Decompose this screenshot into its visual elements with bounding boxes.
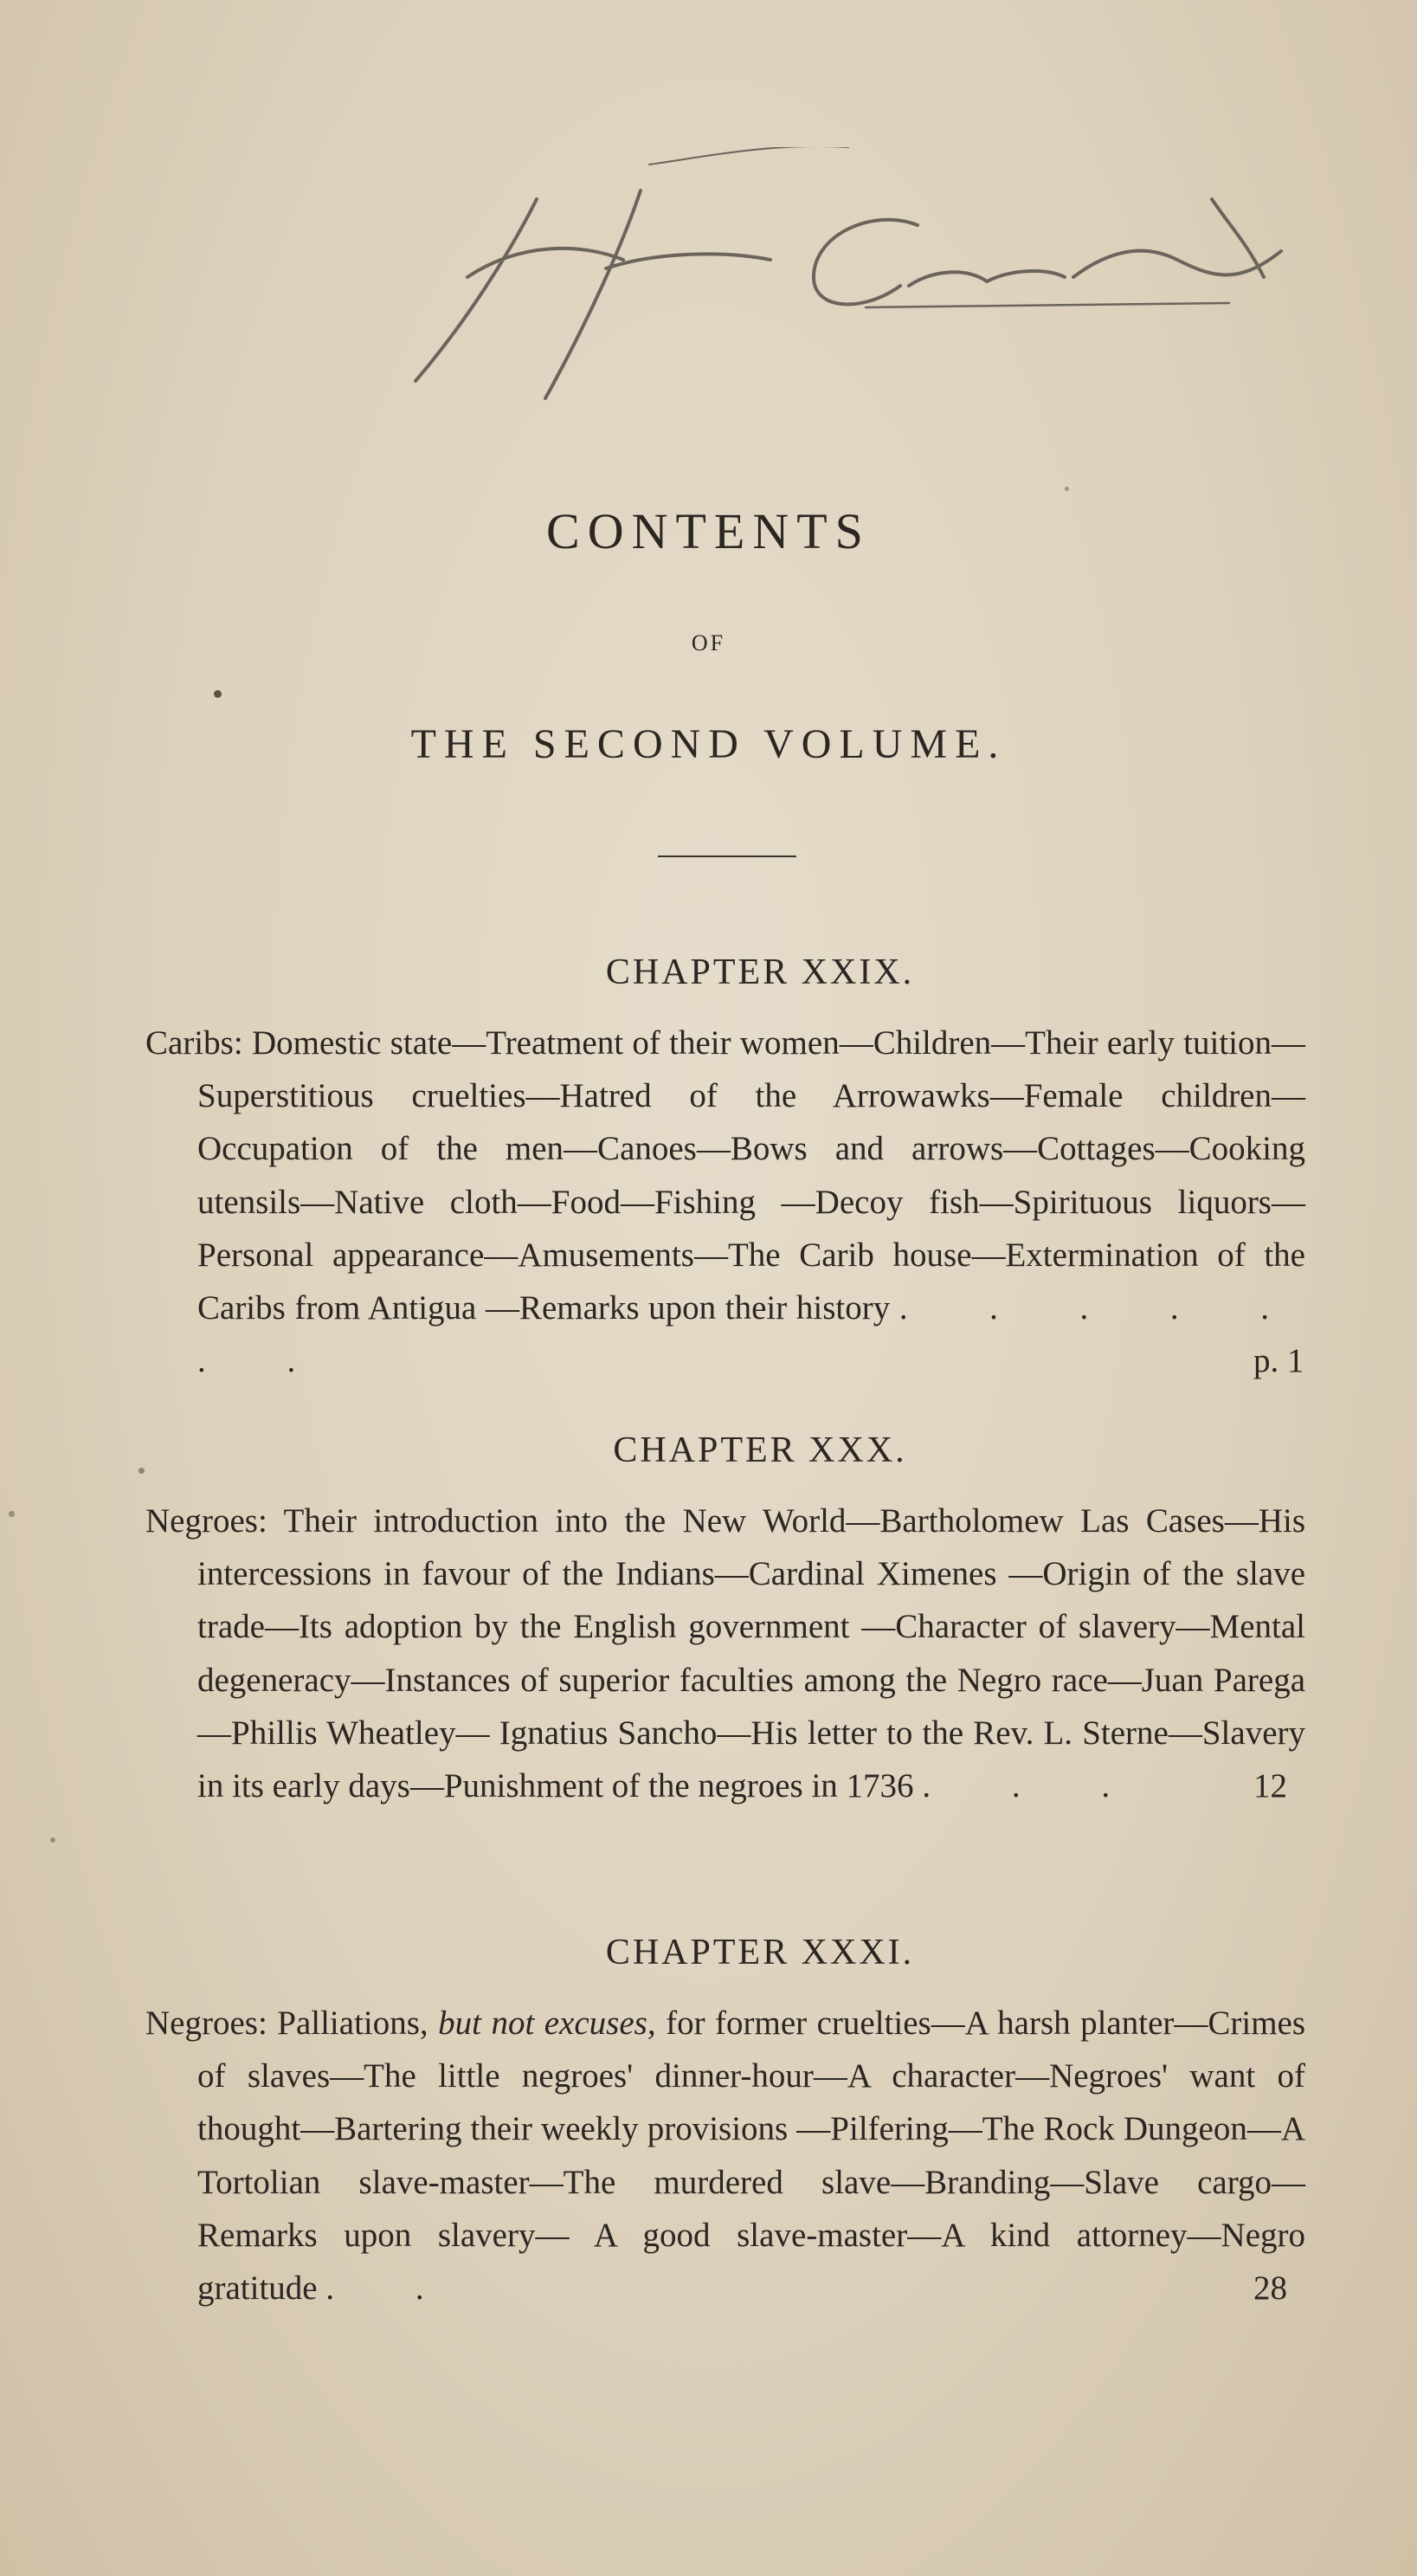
contents-title: CONTENTS	[546, 503, 871, 559]
of-line: OF	[691, 630, 726, 655]
chapter-xxix	[145, 951, 1305, 1387]
paper-speck	[138, 1468, 145, 1474]
paper-speck	[1065, 487, 1069, 491]
chapter-text: Their introduction into the New World—Bartholomew Las Cases—His intercessions in favour of the Indians—Cardinal Ximenes —Origin of the slave trade—Its adoption by the English government —Character of slavery—Mental degeneracy—Instances of superior faculties among the Negro race—Juan Parega—Phillis Wheatley— Ignatius Sancho—His letter to the Rev. L. Sterne—Slavery in its early days—Punishment of the negroes in 1736	[197, 1502, 1306, 1805]
dot-leaders: . .	[325, 2269, 461, 2308]
handwritten-signature	[364, 147, 1316, 442]
chapter-subject: Negroes:	[145, 2005, 267, 2042]
volume-title: THE SECOND VOLUME.	[410, 721, 1007, 767]
chapter-heading: CHAPTER XXIX.	[605, 952, 915, 992]
chapter-xxx	[145, 1429, 1305, 1812]
dot-leaders: . . .	[922, 1767, 1147, 1805]
dot-leaders: . . . . . . .	[197, 1289, 1305, 1380]
chapter-summary: Negroes: Palliations, but not excuses, for former cruelties—A harsh planter—Crimes of slaves—The little negroes' dinner-hour—A character—Negroes' want of thought—Bartering their weekly provisions —Pilfering—The Rock Dungeon—A Tortolian slave-master—The murdered slave—Branding—Slave cargo—Remarks upon slavery— A good slave-master—A kind attorney—Negro gratitude . . 28	[145, 2005, 1306, 2308]
chapter-summary: Negroes: Their introduction into the New World—Bartholomew Las Cases—His intercessions in favour of the Indians—Cardinal Ximenes —Origin of the slave trade—Its adoption by the English government —Character of slavery—Mental degeneracy—Instances of superior faculties among the Negro race—Juan Parega—Phillis Wheatley— Ignatius Sancho—His letter to the Rev. L. Sterne—Slavery in its early days—Punishment of the negroes in 1736 . . . 12	[145, 1502, 1306, 1805]
chapter-text-lead: Palliations,	[277, 2005, 428, 2042]
chapter-summary: Caribs: Domestic state—Treatment of their women—Children—Their early tuition—Superstitious cruelties—Hatred of the Arrowawks—Female children—Occupation of the men—Canoes—Bows and arrows—Cottages—Cooking utensils—Native cloth—Food—Fishing —Decoy fish—Spirituous liquors—Personal appearance—Amusements—The Carib house—Extermination of the Caribs from Antigua —Remarks upon their history . . . . . . . p. 1	[145, 1024, 1305, 1380]
chapter-text: for former cruelties—A harsh planter—Crimes of slaves—The little negroes' dinner-hour—A character—Negroes' want of thought—Bartering their weekly provisions —Pilfering—The Rock Dungeon—A Tortolian slave-master—The murdered slave—Branding—Slave cargo—Remarks upon slavery— A good slave-master—A kind attorney—Negro gratitude	[197, 2005, 1306, 2308]
chapter-text-italic: but not excuses,	[438, 2005, 656, 2042]
chapter-text: Domestic state—Treatment of their women—Children—Their early tuition—Superstitious cruelties—Hatred of the Arrowawks—Female children—Occupation of the men—Canoes—Bows and arrows—Cottages—Cooking utensils—Native cloth—Food—Fishing —Decoy fish—Spirituous liquors—Personal appearance—Amusements—The Carib house—Extermination of the Caribs from Antigua —Remarks upon their history	[197, 1024, 1305, 1327]
title-rule	[658, 855, 796, 857]
chapter-heading: CHAPTER XXX.	[613, 1430, 907, 1470]
paper-speck	[50, 1837, 55, 1843]
chapter-xxxi	[145, 1931, 1305, 2315]
chapter-subject: Negroes:	[145, 1502, 267, 1540]
paper-speck	[9, 1511, 15, 1517]
chapter-heading: CHAPTER XXXI.	[605, 1933, 915, 1972]
paper-speck	[214, 690, 222, 698]
chapter-subject: Caribs:	[145, 1024, 243, 1062]
